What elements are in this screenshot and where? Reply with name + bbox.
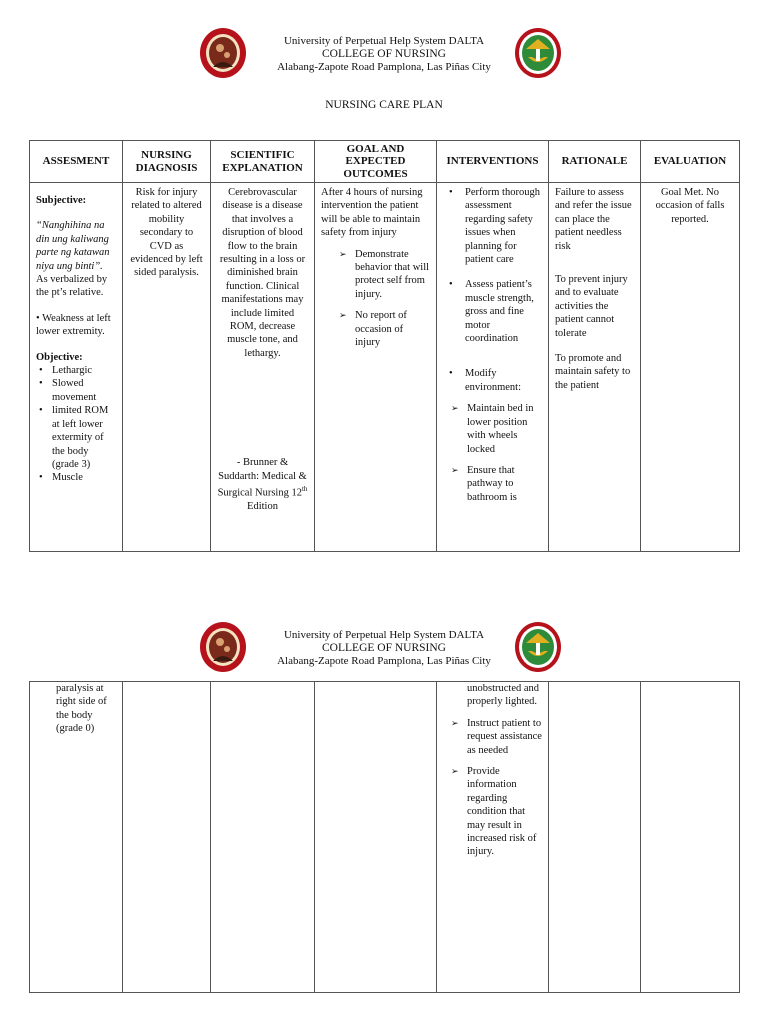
list-item: • Muscle [52, 471, 116, 484]
intervention-item: • Perform thorough assessment regarding safety issues when planning for patient care [449, 187, 540, 266]
subjective-quote: “Nanghihina na din ung kaliwang parte ng katawan niya ung binti”. As verbalized by the pt’s relative. [36, 220, 110, 299]
diagnosis-cell [123, 682, 211, 993]
outcome-item: ➢ No report of occasion of injury [339, 310, 407, 349]
arrow-bullet-icon: ➢ [339, 248, 347, 259]
column-header-goal: GOAL AND EXPECTED OUTCOMES [315, 141, 437, 183]
intervention-item: • Modify environment: [449, 368, 521, 393]
explanation-text: Cerebrovascular disease is a disease that involves a disruption of blood flow to the brain resulting in a loss or diminished brain function. Clinical manifestations may include limited ROM, decrease muscle tone, and lethargy. [219, 187, 306, 359]
outcome-item: ➢ Demonstrate behavior that will protect self from injury. [339, 248, 430, 300]
list-item: • Lethargic [52, 364, 116, 377]
list-item: • Slowed movement [52, 377, 116, 404]
reference-text: - Brunner & Suddarth: Medical & Surgical Nursing 12th Edition [217, 457, 308, 512]
diagnosis-text: Risk for injury related to altered mobility secondary to CVD as evidenced by left sided paralysis. [130, 187, 203, 279]
university-name: University of Perpetual Help System DALTA [283, 35, 485, 47]
rationale-cell [549, 183, 641, 552]
diagnosis-cell [123, 183, 211, 552]
intervention-item: • Assess patient’s muscle strength, gross and fine motor coordination [449, 279, 534, 345]
page-2 [0, 600, 768, 1024]
objective-list [36, 364, 116, 485]
column-header-evaluation: EVALUATION [641, 141, 740, 183]
arrow-bullet-icon: ➢ [339, 310, 347, 321]
rationale-item: To promote and maintain safety to the patient [555, 353, 631, 391]
objective-label: Objective: [36, 351, 83, 363]
college-address: Alabang-Zapote Road Pamplona, Las Piñas City [277, 61, 491, 73]
care-plan-table [29, 140, 740, 552]
arrow-bullet-icon: ➢ [451, 464, 459, 475]
interventions-cell [437, 183, 549, 552]
intervention-sub-item: ➢ Provide information regarding condition that may result in increased risk of injury. [451, 766, 537, 858]
subjective-label: Subjective: [36, 195, 87, 206]
intervention-sub-item: ➢ Maintain bed in lower position with wheels locked [451, 403, 534, 455]
intervention-sub-item: ➢ Ensure that pathway to bathroom is [451, 464, 517, 503]
explanation-cell [211, 682, 315, 993]
rationale-item: Failure to assess and refer the issue can place the patient needless risk [555, 187, 632, 252]
interventions-cell [437, 682, 549, 993]
rationale-item: To prevent injury and to evaluate activities the patient cannot tolerate [555, 274, 628, 339]
list-item: • limited ROM at left lower extermity of the body (grade 3) [52, 404, 116, 471]
rationale-cell [549, 682, 641, 993]
document-title: NURSING CARE PLAN [325, 99, 443, 111]
goal-cell [315, 682, 437, 993]
column-header-assessment: ASSESMENT [30, 141, 123, 183]
weakness-note: • Weakness at left lower extremity. [36, 312, 111, 338]
college-name: COLLEGE OF NURSING [322, 48, 446, 60]
college-address: Alabang-Zapote Road Pamplona, Las Piñas City [277, 655, 491, 667]
arrow-bullet-icon: ➢ [451, 766, 459, 777]
arrow-bullet-icon: ➢ [451, 403, 459, 414]
assessment-continued: paralysis at right side of the body (grade 0) [56, 683, 107, 735]
arrow-bullet-icon: ➢ [451, 717, 459, 728]
assessment-cell [30, 183, 123, 552]
care-plan-table-continued [29, 681, 740, 993]
letterhead [0, 35, 768, 74]
evaluation-cell [641, 183, 740, 552]
assessment-cell [30, 682, 123, 993]
evaluation-cell [641, 682, 740, 993]
column-header-interventions: INTERVENTIONS [437, 141, 549, 183]
college-name: COLLEGE OF NURSING [322, 642, 446, 654]
intervention-continued: unobstructed and properly lighted. [467, 683, 540, 708]
column-header-rationale: RATIONALE [549, 141, 641, 183]
goal-intro: After 4 hours of nursing intervention the patient will be able to maintain safety from injury [321, 187, 423, 239]
university-name: University of Perpetual Help System DALTA [283, 629, 485, 641]
column-header-diagnosis: NURSING DIAGNOSIS [123, 141, 211, 183]
goal-cell [315, 183, 437, 552]
intervention-sub-item: ➢ Instruct patient to request assistance as needed [451, 717, 542, 756]
evaluation-text: Goal Met. No occasion of falls reported. [655, 187, 725, 225]
column-header-explanation: SCIENTIFIC EXPLANATION [211, 141, 315, 183]
letterhead [0, 629, 768, 668]
explanation-cell [211, 183, 315, 552]
